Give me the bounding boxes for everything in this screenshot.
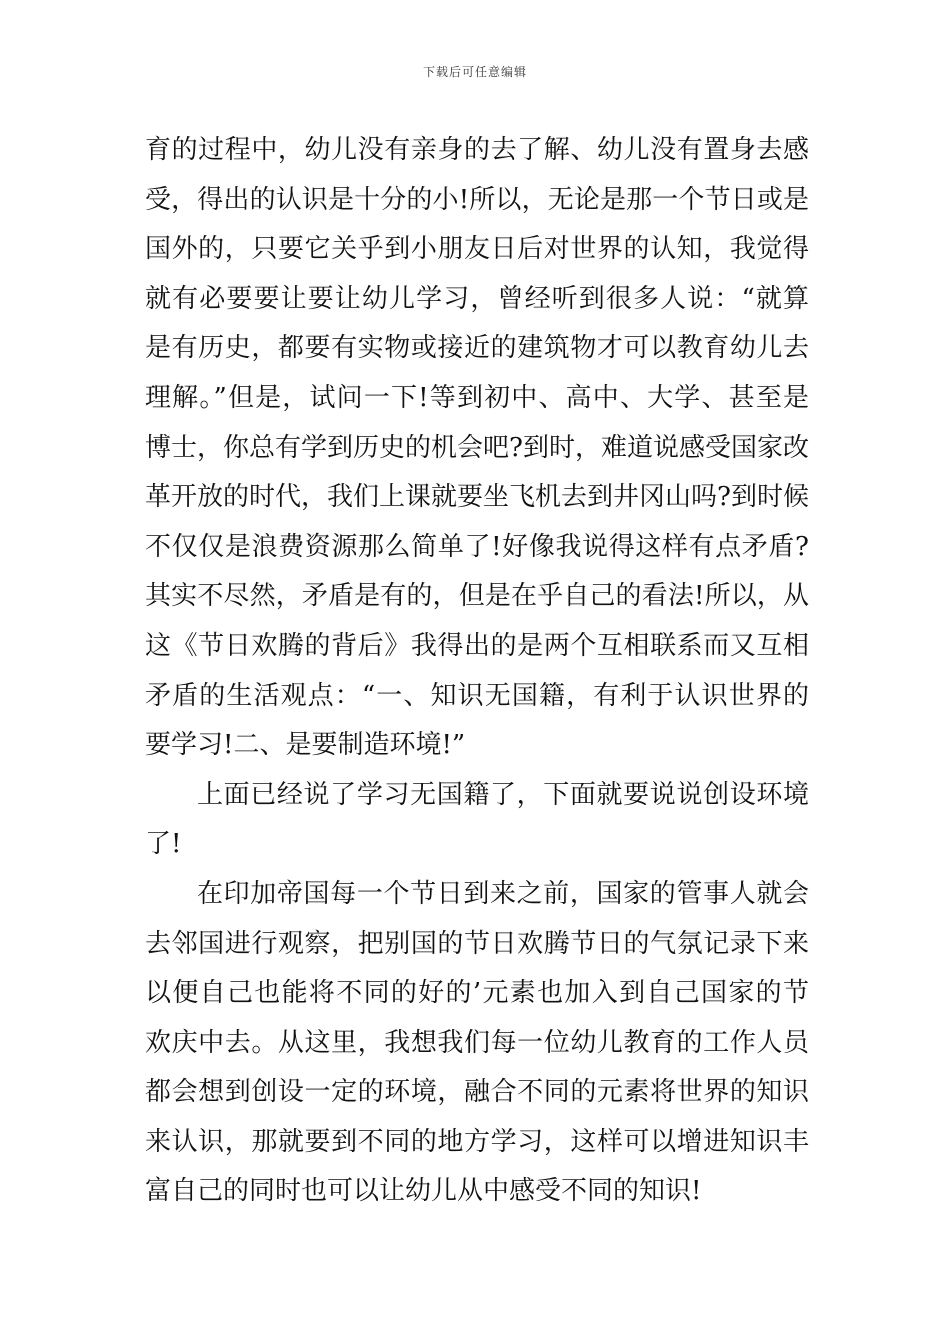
text-line: 国外的，只要它关乎到小朋友日后对世界的认知，我觉得 bbox=[145, 234, 809, 265]
paragraph-start-line: 上面已经说了学习无国籍了，下面就要说说创设环境 bbox=[197, 779, 809, 810]
text-line: 其实不尽然，矛盾是有的，但是在乎自己的看法!所以，从 bbox=[145, 581, 809, 612]
document-body bbox=[145, 126, 809, 1217]
text-line: 受，得出的认识是十分的小!所以，无论是那一个节日或是 bbox=[145, 184, 809, 215]
text-line: 矛盾的生活观点：“一、知识无国籍，有利于认识世界的 bbox=[145, 680, 809, 711]
text-line: 富自己的同时也可以让幼儿从中感受不同的知识! bbox=[145, 1176, 702, 1207]
text-line: 这《节日欢腾的背后》我得出的是两个互相联系而又互相 bbox=[145, 630, 809, 661]
paragraph-start-line: 在印加帝国每一个节日到来之前，国家的管事人就会 bbox=[197, 878, 809, 909]
text-line: 是有历史，都要有实物或接近的建筑物才可以教育幼儿去 bbox=[145, 333, 809, 364]
text-line: 以便自己也能将不同的好的’元素也加入到自己国家的节 bbox=[145, 978, 809, 1009]
text-line: 来认识，那就要到不同的地方学习，这样可以增进知识丰 bbox=[145, 1126, 809, 1157]
text-line: 去邻国进行观察，把别国的节日欢腾节日的气氛记录下来 bbox=[145, 928, 809, 959]
text-line: 不仅仅是浪费资源那么简单了!好像我说得这样有点矛盾? bbox=[145, 531, 809, 562]
text-line: 欢庆中去。从这里，我想我们每一位幼儿教育的工作人员 bbox=[145, 1027, 809, 1058]
text-line: 了! bbox=[145, 829, 182, 860]
header-note: 下载后可任意编辑 bbox=[422, 65, 527, 79]
text-line: 博士，你总有学到历史的机会吧?到时，难道说感受国家改 bbox=[145, 432, 809, 463]
text-line: 要学习!二、是要制造环境!” bbox=[145, 730, 466, 761]
text-line: 革开放的时代，我们上课就要坐飞机去到井冈山吗?到时候 bbox=[145, 482, 809, 513]
text-line: 就有必要要让要让幼儿学习，曾经听到很多人说：“就算 bbox=[145, 283, 809, 314]
text-line: 理解。”但是，试问一下!等到初中、高中、大学、甚至是 bbox=[145, 382, 809, 413]
text-line: 育的过程中，幼儿没有亲身的去了解、幼儿没有置身去感 bbox=[145, 135, 809, 165]
text-line: 都会想到创设一定的环境，融合不同的元素将世界的知识 bbox=[145, 1077, 809, 1108]
